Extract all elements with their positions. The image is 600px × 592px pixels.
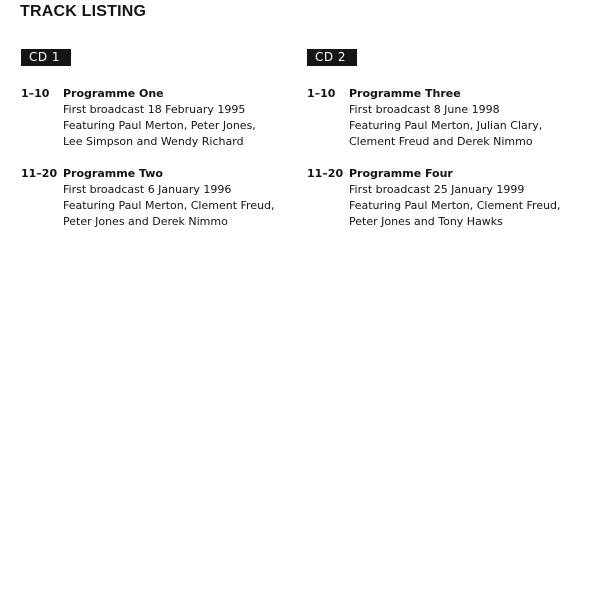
featuring-line: Featuring Paul Merton, Julian Clary, [349,119,543,132]
page-title: TRACK LISTING [20,3,147,20]
featuring-line: Peter Jones and Tony Hawks [349,215,503,228]
featuring-line: Peter Jones and Derek Nimmo [63,215,228,228]
track-entry [21,86,291,150]
track-entry [21,166,291,230]
track-range: 11–20 [307,167,344,180]
featuring-line: Featuring Paul Merton, Clement Freud, [349,199,561,212]
cd-2-section [307,46,577,230]
featuring-line: Clement Freud and Derek Nimmo [349,135,533,148]
track-entry [307,166,577,230]
cd-1-section [21,46,291,230]
broadcast-date: First broadcast 18 February 1995 [63,103,246,116]
programme-title: Programme One [63,87,164,100]
broadcast-date: First broadcast 6 January 1996 [63,183,232,196]
featuring-line: Featuring Paul Merton, Peter Jones, [63,119,256,132]
featuring-line: Lee Simpson and Wendy Richard [63,135,244,148]
broadcast-date: First broadcast 25 January 1999 [349,183,525,196]
featuring-line: Featuring Paul Merton, Clement Freud, [63,199,275,212]
track-range: 1–10 [307,87,336,100]
programme-title: Programme Two [63,167,163,180]
programme-title: Programme Four [349,167,453,180]
track-range: 11–20 [21,167,58,180]
cd-label: CD 1 [21,49,71,66]
broadcast-date: First broadcast 8 June 1998 [349,103,500,116]
cd-label: CD 2 [307,49,357,66]
track-range: 1–10 [21,87,50,100]
programme-title: Programme Three [349,87,461,100]
track-entry [307,86,577,150]
